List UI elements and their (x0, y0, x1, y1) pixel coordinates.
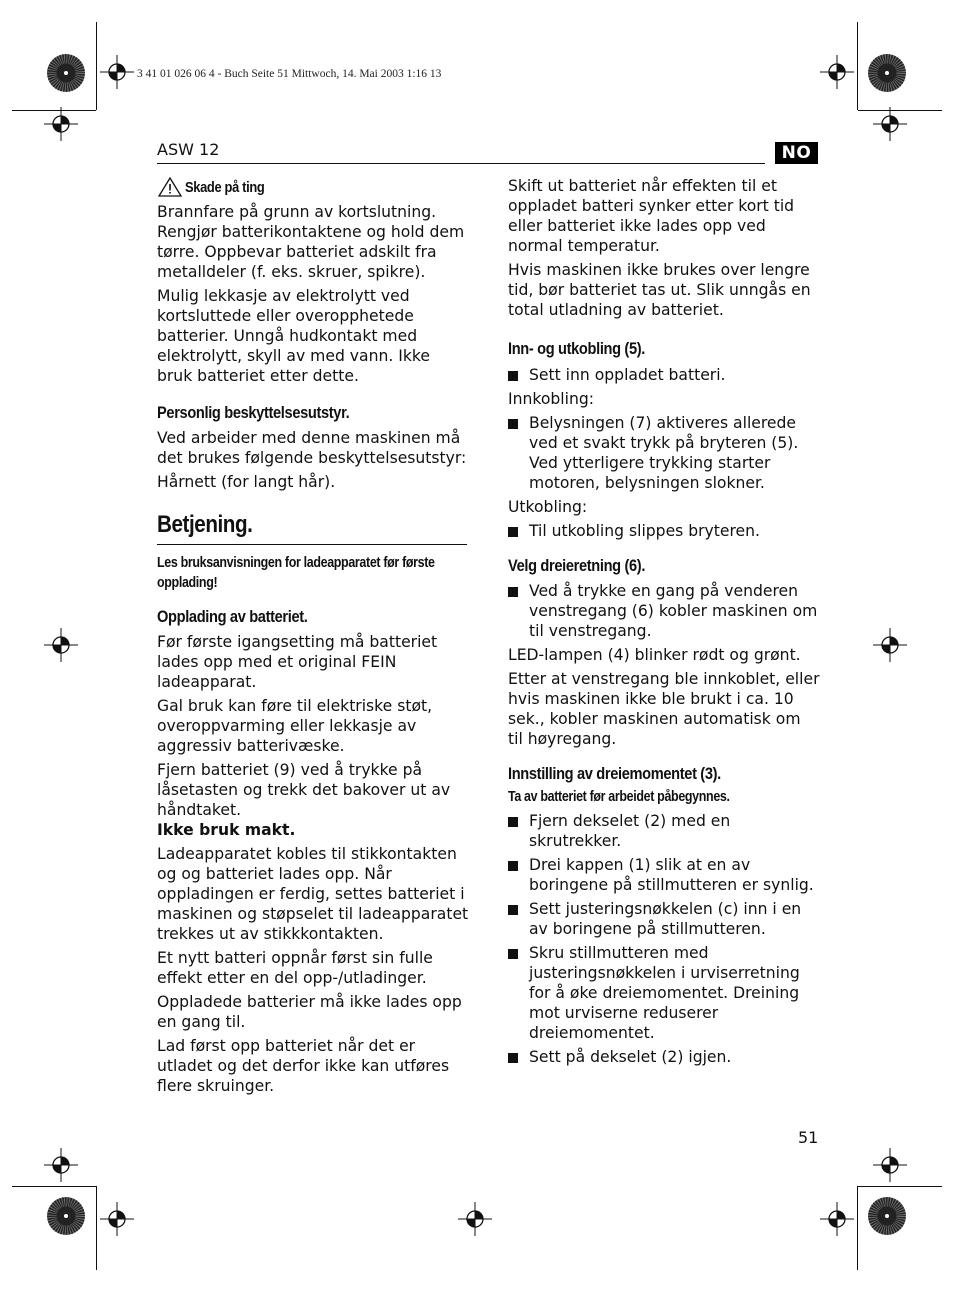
registration-mark-icon (820, 55, 854, 89)
right-column (508, 176, 820, 1071)
registration-mark-icon (44, 107, 78, 141)
paragraph: Brannfare på grunn av kortslutning. Rengjør batterikontaktene og hold dem tørre. Oppbevar batteriet adskilt fra metalldeler (f. eks. skruer, spikre). (157, 203, 465, 281)
paragraph: Mulig lekkasje av elektrolytt ved kortsluttede eller overopphetede batterier. Unngå hudkontakt med elektrolytt, skyll av med vann. Ikke bruk batteriet etter dette. (157, 287, 430, 385)
paragraph: Lad først opp batteriet når det er utladet og det derfor ikke kan utføres flere skruinger. (157, 1037, 450, 1095)
paragraph: Ved arbeider med denne maskinen må det brukes følgende beskyttelsesutstyr: (157, 429, 467, 467)
registration-mark-icon (873, 628, 907, 662)
crop-line (857, 1186, 858, 1270)
label-text: Utkobling: (508, 498, 588, 516)
section-rule (157, 544, 467, 545)
print-rosette-icon (46, 1196, 86, 1236)
print-rosette-icon (46, 53, 86, 93)
bullet-list (508, 811, 820, 1067)
header-title: ASW 12 (157, 140, 220, 159)
note-text: Ta av batteriet før arbeidet påbegynnes. (508, 789, 730, 805)
list-item: Til utkobling slippes bryteren. (508, 521, 820, 541)
registration-mark-icon (100, 1202, 134, 1236)
section-heading: Betjening. (157, 511, 253, 538)
paragraph: Et nytt batteri oppnår først sin fulle effekt etter en del opp-/utladinger. (157, 949, 433, 987)
list-item: Belysningen (7) aktiveres allerede ved et svakt trykk på bryteren (5). Ved ytterligere trykking starter motoren, belysningen slokner. (508, 413, 820, 493)
crop-line (857, 22, 858, 110)
paragraph: Hvis maskinen ikke brukes over lengre tid, bør batteriet tas ut. Slik unngås en total utladning av batteriet. (508, 261, 811, 319)
left-column (157, 176, 469, 1100)
list-item: Sett inn oppladet batteri. (508, 365, 820, 385)
print-rosette-icon (867, 53, 907, 93)
warning-triangle-icon (158, 177, 182, 197)
paragraph: Skift ut batteriet når effekten til et oppladet batteri synker etter kort tid eller batteriet ikke lades opp ved normal temperatur. (508, 177, 795, 255)
label-text: Innkobling: (508, 390, 594, 408)
warning-heading (158, 176, 469, 198)
bullet-list (508, 365, 820, 385)
print-slug: 3 41 01 026 06 4 - Buch Seite 51 Mittwoch, 14. Mai 2003 1:16 13 (137, 68, 442, 80)
ppe-heading: Personlig beskyttelsesutstyr. (157, 403, 350, 422)
list-item: Ved å trykke en gang på venderen venstregang (6) kobler maskinen om til venstregang. (508, 581, 820, 641)
header-rule (157, 163, 765, 164)
bullet-list (508, 413, 820, 493)
paragraph: Hårnett (for langt hår). (157, 473, 336, 491)
paragraph: Ladeapparatet kobles til stikkontakten og og batteriet lades opp. Når oppladingen er ferdig, settes batteriet i maskinen og støpselet til ladeapparatet trekkes ut av stikkkontakten. (157, 845, 469, 943)
emphasis-text: Ikke bruk makt. (157, 821, 296, 839)
list-item: Drei kappen (1) slik at en av boringene på stillmutteren er synlig. (508, 855, 820, 895)
registration-mark-icon (44, 628, 78, 662)
list-item: Skru stillmutteren med justeringsnøkkelen i urviserretning for å øke dreiemomentet. Dreining mot urviserne reduserer dreiemomentet. (508, 943, 820, 1043)
crop-line (858, 1186, 942, 1187)
page-number: 51 (798, 1128, 819, 1147)
crop-line (96, 1186, 97, 1270)
warning-title: Skade på ting (185, 178, 265, 196)
print-rosette-icon (867, 1196, 907, 1236)
paragraph: Etter at venstregang ble innkoblet, eller hvis maskinen ikke ble brukt i ca. 10 sek., kobler maskinen automatisk om til høyregang. (508, 670, 820, 748)
registration-mark-icon (873, 107, 907, 141)
torque-heading: Innstilling av dreiemomentet (3). (508, 764, 721, 783)
bullet-list (508, 521, 820, 541)
paragraph: Oppladede batterier må ikke lades opp en gang til. (157, 993, 462, 1031)
list-item: Sett på dekselet (2) igjen. (508, 1047, 820, 1067)
language-badge: NO (775, 142, 818, 164)
direction-heading: Velg dreieretning (6). (508, 556, 646, 575)
paragraph: LED-lampen (4) blinker rødt og grønt. (508, 646, 801, 664)
registration-mark-icon (873, 1148, 907, 1182)
registration-mark-icon (44, 1148, 78, 1182)
list-item: Fjern dekselet (2) med en skrutrekker. (508, 811, 820, 851)
note-text: Les bruksanvisningen for ladeapparatet før første opplading! (157, 555, 435, 591)
paragraph: Fjern batteriet (9) ved å trykke på låsetasten og trekk det bakover ut av håndtaket. (157, 761, 451, 819)
paragraph: Gal bruk kan føre til elektriske støt, overoppvarming eller lekkasje av aggressiv batterivæske. (157, 697, 433, 755)
crop-line (96, 22, 97, 110)
registration-mark-icon (458, 1202, 492, 1236)
onoff-heading: Inn- og utkobling (5). (508, 339, 645, 358)
registration-mark-icon (100, 55, 134, 89)
crop-line (12, 1186, 96, 1187)
registration-mark-icon (820, 1202, 854, 1236)
list-item: Sett justeringsnøkkelen (c) inn i en av boringene på stillmutteren. (508, 899, 820, 939)
bullet-list (508, 581, 820, 641)
paragraph: Før første igangsetting må batteriet lades opp med et original FEIN ladeapparat. (157, 633, 438, 691)
charge-heading: Opplading av batteriet. (157, 607, 308, 626)
